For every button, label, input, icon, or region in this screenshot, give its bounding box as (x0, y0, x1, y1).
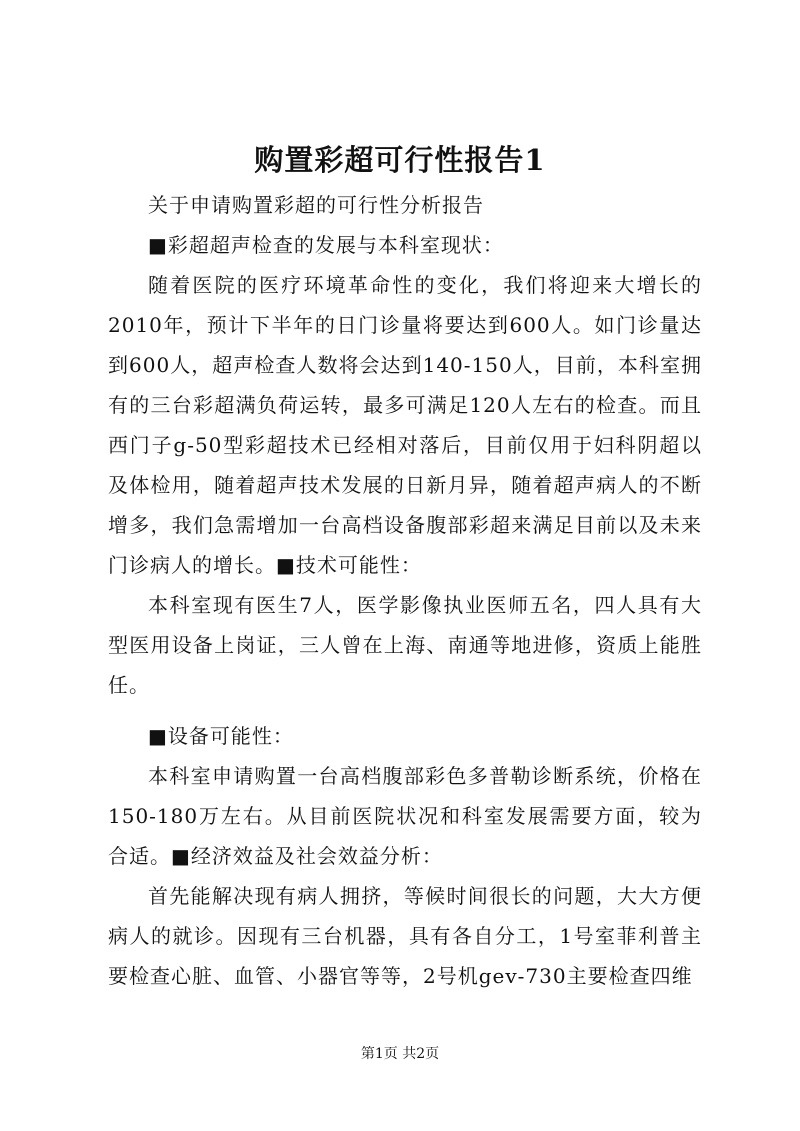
paragraph-section-equipment: ■设备可能性： (148, 724, 294, 748)
paragraph-equipment-detail: 本科室申请购置一台高档腹部彩色多普勒诊断系统，价格在150-180万左右。从目前医院状况和科室发展需要方面，较为合适。■经济效益及社会效益分析： (108, 764, 702, 868)
page-footer: 第1页 共2页 (360, 1046, 440, 1062)
document-body (108, 185, 702, 996)
paragraph-intro: 关于申请购置彩超的可行性分析报告 (148, 193, 484, 217)
paragraph-status-detail: 随着医院的医疗环境革命性的变化，我们将迎来大增长的2010年，预计下半年的日门诊量将要达到600人。如门诊量达到600人，超声检查人数将会达到140-150人，目前，本科室拥有的三台彩超满负荷运转，最多可满足120人左右的检查。而且西门子g-50型彩超技术已经相对落后，目前仅用于妇科阴超以及体检用，随着超声技术发展的日新月异，随着超声病人的不断增多，我们急需增加一台高档设备腹部彩超来满足目前以及未来门诊病人的增长。■技术可能性： (108, 273, 702, 577)
document-title: 购置彩超可行性报告1 (254, 143, 546, 177)
paragraph-technical: 本科室现有医生7人，医学影像执业医师五名，四人具有大型医用设备上岗证，三人曾在上海、南通等地进修，资质上能胜任。 (108, 593, 702, 697)
paragraph-benefit-detail: 首先能解决现有病人拥挤，等候时间很长的问题，大大方便病人的就诊。因现有三台机器，具有各自分工，1号室菲利普主要检查心脏、血管、小器官等等，2号机gev-730主要检查四维 (108, 884, 702, 988)
paragraph-section-status: ■彩超超声检查的发展与本科室现状： (148, 233, 504, 257)
paragraph-spacer (108, 705, 702, 716)
